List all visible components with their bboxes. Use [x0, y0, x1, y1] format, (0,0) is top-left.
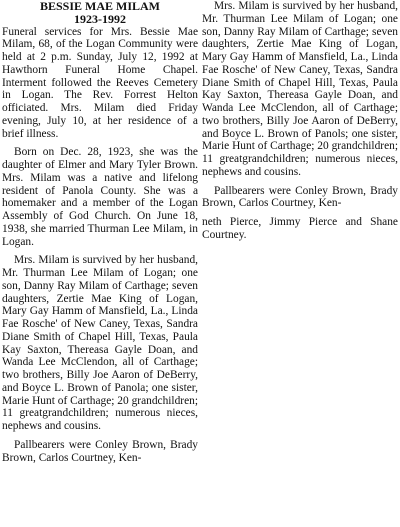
obituary-column-right [202, 0, 398, 242]
obituary-paragraph-survivors: Mrs. Milam is survived by her husband, Mr. Thurman Lee Milam of Logan; one son, Danny Ray Milam of Carthage; seven daughters, Zertie Mae King of Logan, Mary Gay Hamm of Mansfield, La., Linda Fae Rosche' of New Caney, Texas, Sandra Diane Smith of Chapel Hill, Texas, Paula Kay Saxton, Thereasa Gayle Doan, and Wanda Lee McClendon, all of Carthage; two brothers, Billy Joe Aaron of DeBerry, and Boyce L. Brown of Panola; one sister, Marie Hunt of Carthage; 20 grandchildren; 11 greatgrandchildren; numerous nieces, nephews and cousins. [2, 254, 198, 432]
obituary-paragraph-pallbearers: Pallbearers were Conley Brown, Brady Brown, Carlos Courtney, Ken- [2, 438, 198, 464]
obituary-paragraph-pallbearers-continued: neth Pierce, Jimmy Pierce and Shane Courtney. [202, 216, 398, 241]
obituary-column-left [2, 0, 198, 464]
obituary-paragraph-survivors-repeat: Mrs. Milam is survived by her husband, Mr. Thurman Lee Milam of Logan; one son, Danny Ray Milam of Carthage; seven daughters, Zertie Mae King of Logan, Mary Gay Hamm of Mansfield, La., Linda Fae Rosche' of New Caney, Texas, Sandra Diane Smith of Chapel Hill, Texas, Paula Kay Saxton, Thereasa Gayle Doan, and Wanda Lee McClendon, all of Carthage; two brothers, Billy Joe Aaron of DeBerry, and Boyce L. Brown of Panols; one sister, Marie Hunt of Carthage; 20 grandchildren; 11 greatgrandchildren; numerous nieces, nephews and cousins. [202, 0, 398, 178]
obituary-paragraph-services: Funeral services for Mrs. Bessie Mae Milam, 68, of the Logan Community were held at 2 p.m. Sunday, July 12, 1992 at Hawthorn Funeral Home Chapel. Interment followed the Reeves Cemetery in Logan. The Rev. Forrest Helton officiated. Mrs. Milam died Friday evening, July 10, at her residence of a brief illness. [2, 25, 198, 140]
obituary-years: 1923-1992 [74, 11, 126, 26]
obituary-name: BESSIE MAE MILAM [39, 0, 161, 13]
obituary-paragraph-biography: Born on Dec. 28, 1923, she was the daughter of Elmer and Mary Tyler Brown. Mrs. Milam was a native and lifelong resident of Panola County. She was a homemaker and a member of the Logan Assembly of God Church. On June 18, 1938, she married Thurman Lee Milam, in Logan. [2, 146, 198, 248]
obituary-paragraph-pallbearers-repeat: Pallbearers were Conley Brown, Brady Brown, Carlos Courtney, Ken- [202, 184, 398, 210]
